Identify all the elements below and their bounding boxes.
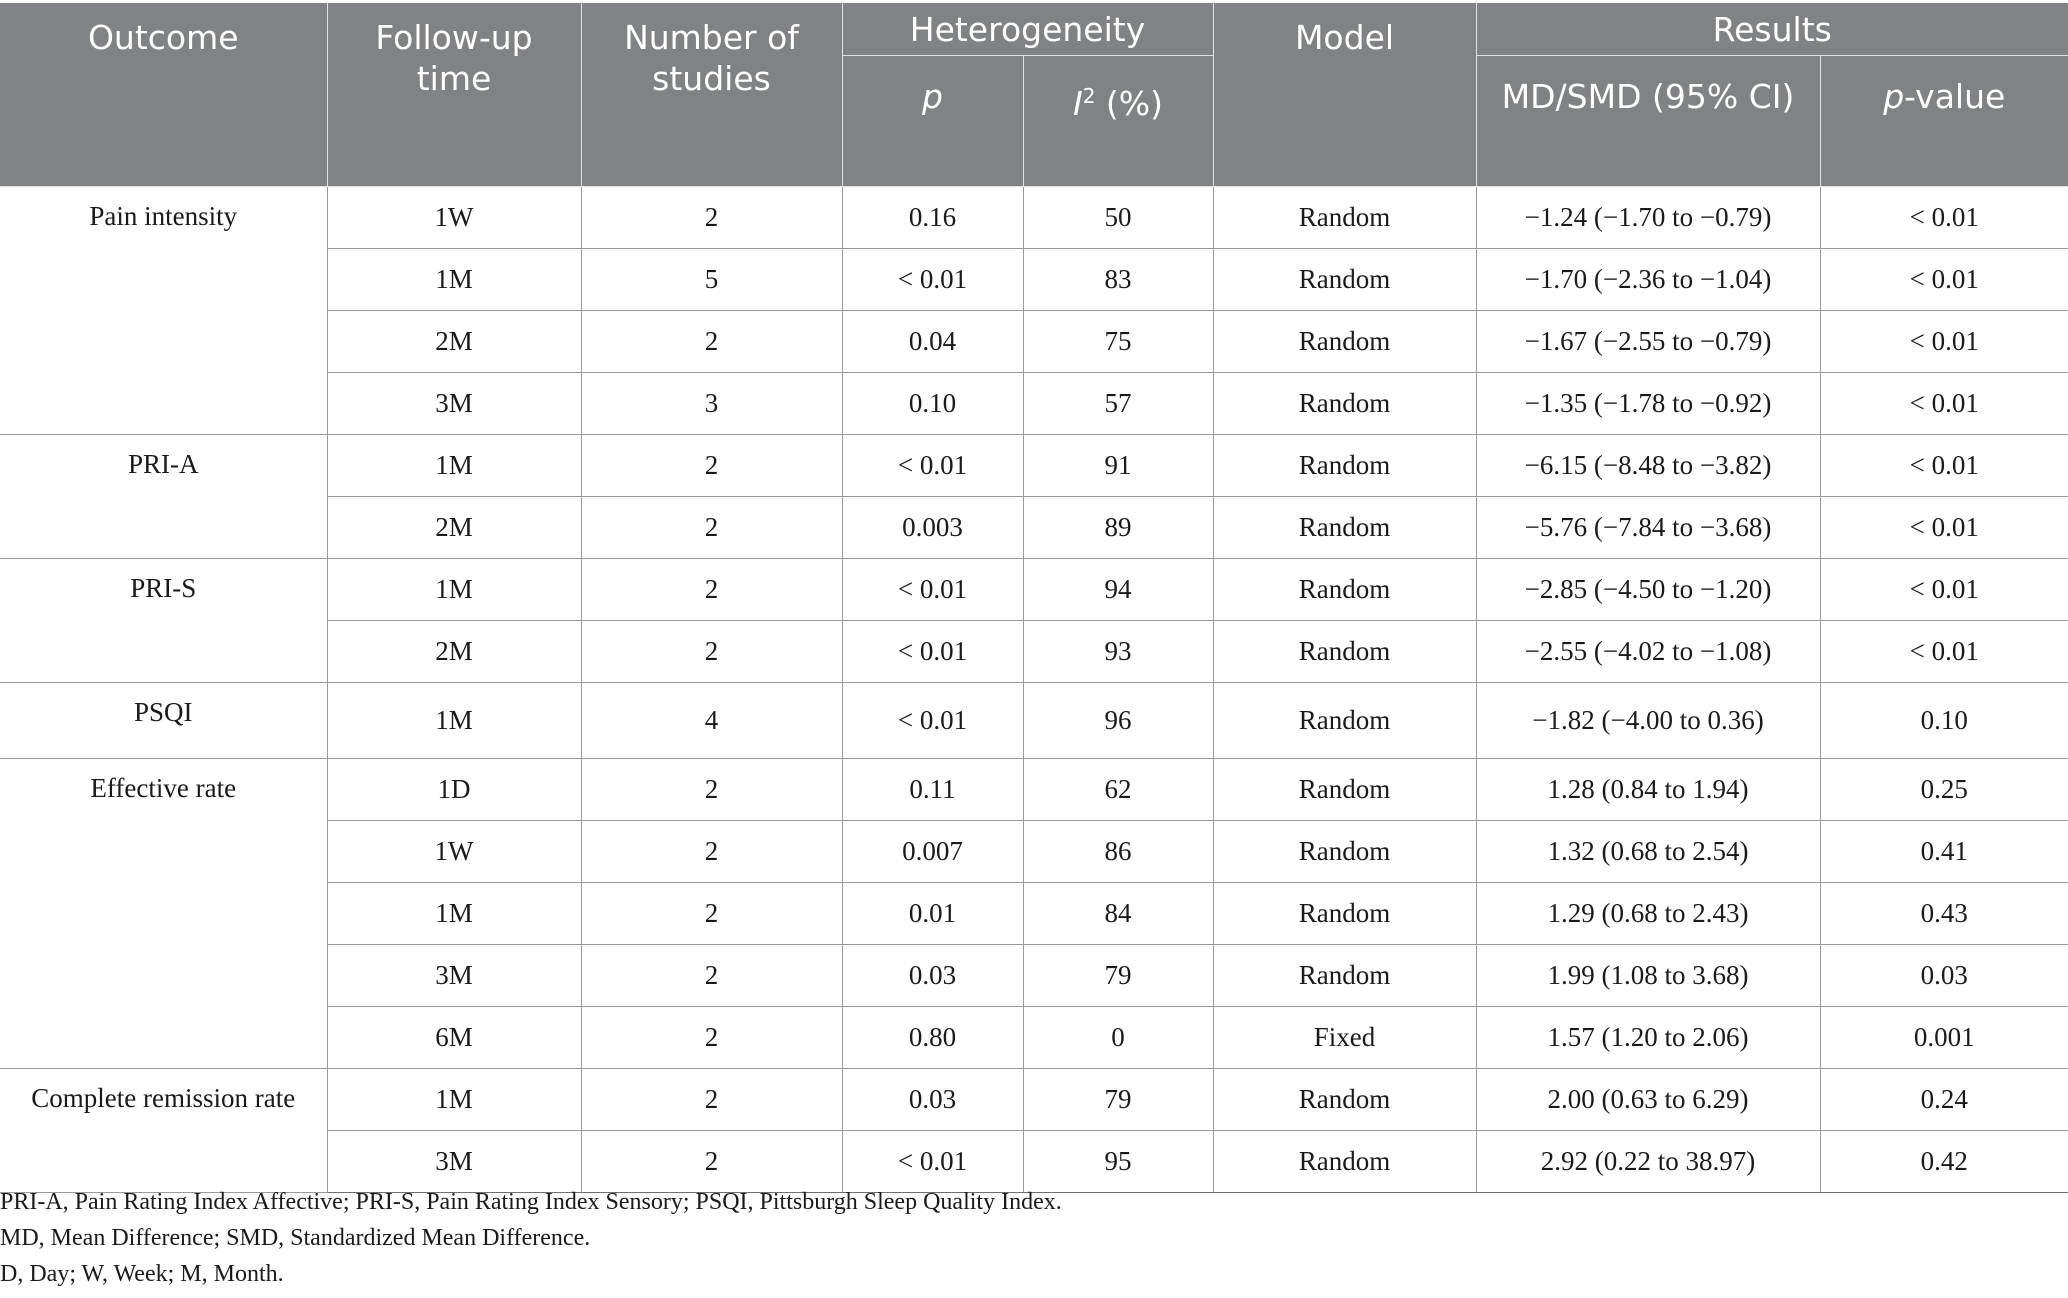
cell-number-of-studies: 2 [581,497,842,559]
header-p-value [1820,56,2068,187]
cell-number-of-studies: 2 [581,759,842,821]
cell-md-smd: −2.55 (−4.02 to −1.08) [1476,621,1820,683]
cell-md-smd: 1.57 (1.20 to 2.06) [1476,1007,1820,1069]
cell-het-i2: 75 [1023,311,1213,373]
header-het-p-text: p [922,77,943,116]
cell-het-p: < 0.01 [842,249,1023,311]
cell-number-of-studies: 2 [581,187,842,249]
cell-het-p: 0.04 [842,311,1023,373]
cell-number-of-studies: 4 [581,683,842,759]
cell-follow-up-time: 1M [327,1069,581,1131]
cell-het-i2: 79 [1023,945,1213,1007]
cell-het-i2: 95 [1023,1131,1213,1193]
cell-het-p: 0.80 [842,1007,1023,1069]
cell-md-smd: −1.24 (−1.70 to −0.79) [1476,187,1820,249]
cell-follow-up-time: 1D [327,759,581,821]
header-heterogeneity: Heterogeneity [842,3,1213,56]
table-header [0,3,2068,187]
cell-outcome: Effective rate [0,759,327,1069]
cell-number-of-studies: 3 [581,373,842,435]
cell-follow-up-time: 3M [327,945,581,1007]
cell-number-of-studies: 2 [581,1069,842,1131]
cell-follow-up-time: 3M [327,373,581,435]
header-follow-up-time: Follow-up time [327,3,581,187]
header-pvalue-p: p [1883,77,1905,116]
cell-follow-up-time: 1W [327,821,581,883]
cell-p-value: < 0.01 [1820,621,2068,683]
cell-het-i2: 89 [1023,497,1213,559]
cell-follow-up-time: 1M [327,435,581,497]
cell-het-i2: 94 [1023,559,1213,621]
cell-p-value: 0.25 [1820,759,2068,821]
cell-outcome: PSQI [0,683,327,759]
cell-het-i2: 50 [1023,187,1213,249]
cell-het-i2: 79 [1023,1069,1213,1131]
cell-p-value: 0.10 [1820,683,2068,759]
cell-outcome: PRI-S [0,559,327,683]
cell-follow-up-time: 1M [327,249,581,311]
header-pvalue-rest: -value [1904,77,2006,116]
header-het-i2 [1023,56,1213,187]
cell-het-p: 0.007 [842,821,1023,883]
cell-md-smd: −2.85 (−4.50 to −1.20) [1476,559,1820,621]
cell-het-p: 0.03 [842,945,1023,1007]
cell-het-p: < 0.01 [842,621,1023,683]
cell-model: Random [1213,559,1476,621]
cell-model: Random [1213,187,1476,249]
cell-het-i2: 84 [1023,883,1213,945]
cell-md-smd: 1.28 (0.84 to 1.94) [1476,759,1820,821]
cell-model: Random [1213,435,1476,497]
cell-het-p: 0.01 [842,883,1023,945]
cell-model: Random [1213,945,1476,1007]
table-row [0,683,2068,759]
cell-md-smd: −1.70 (−2.36 to −1.04) [1476,249,1820,311]
cell-model: Random [1213,759,1476,821]
cell-md-smd: 2.00 (0.63 to 6.29) [1476,1069,1820,1131]
cell-outcome: Complete remission rate [0,1069,327,1193]
footnote-abbrev-md: MD, Mean Difference; SMD, Standardized Mean Difference. [0,1225,591,1251]
cell-outcome: PRI-A [0,435,327,559]
cell-p-value: 0.03 [1820,945,2068,1007]
cell-het-p: 0.11 [842,759,1023,821]
cell-p-value: < 0.01 [1820,311,2068,373]
cell-p-value: < 0.01 [1820,187,2068,249]
results-table [0,3,2068,1193]
cell-model: Random [1213,373,1476,435]
table-body [0,187,2068,1193]
cell-md-smd: 1.29 (0.68 to 2.43) [1476,883,1820,945]
cell-het-p: 0.16 [842,187,1023,249]
cell-p-value: 0.43 [1820,883,2068,945]
header-i2-letter: I [1072,84,1083,123]
cell-number-of-studies: 2 [581,435,842,497]
cell-follow-up-time: 3M [327,1131,581,1193]
cell-p-value: 0.42 [1820,1131,2068,1193]
cell-md-smd: 2.92 (0.22 to 38.97) [1476,1131,1820,1193]
cell-md-smd: −6.15 (−8.48 to −3.82) [1476,435,1820,497]
cell-model: Random [1213,1131,1476,1193]
header-i2-unit: (%) [1095,84,1164,123]
cell-het-p: 0.03 [842,1069,1023,1131]
cell-md-smd: 1.32 (0.68 to 2.54) [1476,821,1820,883]
cell-follow-up-time: 2M [327,311,581,373]
cell-number-of-studies: 2 [581,821,842,883]
cell-het-i2: 0 [1023,1007,1213,1069]
cell-md-smd: −1.82 (−4.00 to 0.36) [1476,683,1820,759]
table-row [0,559,2068,621]
cell-follow-up-time: 1M [327,683,581,759]
header-number-of-studies: Number of studies [581,3,842,187]
cell-number-of-studies: 2 [581,883,842,945]
table-footnotes [0,1184,1062,1292]
cell-md-smd: −1.67 (−2.55 to −0.79) [1476,311,1820,373]
cell-number-of-studies: 2 [581,945,842,1007]
cell-md-smd: 1.99 (1.08 to 3.68) [1476,945,1820,1007]
cell-model: Random [1213,821,1476,883]
cell-het-i2: 57 [1023,373,1213,435]
cell-het-i2: 91 [1023,435,1213,497]
cell-het-p: < 0.01 [842,435,1023,497]
cell-number-of-studies: 2 [581,559,842,621]
cell-outcome: Pain intensity [0,187,327,435]
cell-model: Random [1213,621,1476,683]
header-het-p [842,56,1023,187]
cell-p-value: 0.001 [1820,1007,2068,1069]
cell-md-smd: −5.76 (−7.84 to −3.68) [1476,497,1820,559]
footnote-abbrev-time: D, Day; W, Week; M, Month. [0,1261,284,1287]
cell-p-value: < 0.01 [1820,249,2068,311]
cell-het-i2: 96 [1023,683,1213,759]
footnote-abbrev-pain: PRI-A, Pain Rating Index Affective; PRI-S, Pain Rating Index Sensory; PSQI, Pittsburgh Sleep Quality Index. [0,1189,1062,1215]
cell-het-i2: 62 [1023,759,1213,821]
cell-number-of-studies: 5 [581,249,842,311]
cell-number-of-studies: 2 [581,1131,842,1193]
cell-het-p: < 0.01 [842,683,1023,759]
cell-het-p: 0.10 [842,373,1023,435]
cell-number-of-studies: 2 [581,1007,842,1069]
cell-follow-up-time: 1M [327,883,581,945]
table-row [0,435,2068,497]
table-row [0,759,2068,821]
cell-het-i2: 86 [1023,821,1213,883]
cell-number-of-studies: 2 [581,621,842,683]
cell-model: Random [1213,311,1476,373]
cell-follow-up-time: 1W [327,187,581,249]
cell-follow-up-time: 6M [327,1007,581,1069]
cell-model: Random [1213,249,1476,311]
table-row [0,187,2068,249]
header-i2-sup: 2 [1082,84,1096,108]
header-outcome: Outcome [0,3,327,187]
cell-p-value: 0.24 [1820,1069,2068,1131]
cell-p-value: < 0.01 [1820,435,2068,497]
cell-het-p: 0.003 [842,497,1023,559]
cell-het-p: < 0.01 [842,559,1023,621]
cell-model: Random [1213,683,1476,759]
cell-het-p: < 0.01 [842,1131,1023,1193]
cell-follow-up-time: 2M [327,497,581,559]
cell-model: Random [1213,883,1476,945]
cell-p-value: < 0.01 [1820,373,2068,435]
cell-model: Fixed [1213,1007,1476,1069]
cell-model: Random [1213,497,1476,559]
cell-follow-up-time: 1M [327,559,581,621]
header-md-smd: MD/SMD (95% CI) [1476,56,1820,187]
header-model: Model [1213,3,1476,187]
header-results: Results [1476,3,2068,56]
cell-md-smd: −1.35 (−1.78 to −0.92) [1476,373,1820,435]
cell-number-of-studies: 2 [581,311,842,373]
cell-het-i2: 83 [1023,249,1213,311]
cell-het-i2: 93 [1023,621,1213,683]
cell-p-value: < 0.01 [1820,559,2068,621]
table-row [0,1069,2068,1131]
cell-follow-up-time: 2M [327,621,581,683]
cell-p-value: 0.41 [1820,821,2068,883]
cell-model: Random [1213,1069,1476,1131]
cell-p-value: < 0.01 [1820,497,2068,559]
